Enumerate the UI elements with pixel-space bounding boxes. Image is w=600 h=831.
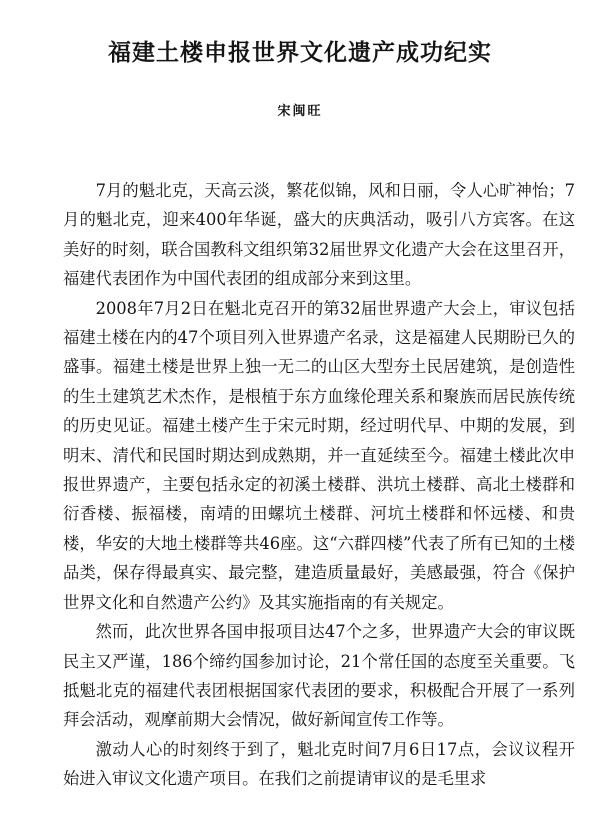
paragraph-4: 激动人心的时刻终于到了，魁北克时间7月6日17点，会议议程开始进入审议文化遗产项目。在我们之前提请审议的是毛里求 <box>63 739 575 789</box>
article-title: 福建土楼申报世界文化遗产成功纪实 <box>108 40 492 66</box>
paragraph-2: 2008年7月2日在魁北克召开的第32届世界遗产大会上，审议包括福建土楼在内的47个项目列入世界遗产名录，这是福建人民期盼已久的盛事。福建土楼是世界上独一无二的山区大型夯土民居建筑，是创造性的生土建筑艺术杰作，是根植于东方血缘伦理关系和聚族而居民族传统的历史见证。福建土楼产生于宋元时期，经过明代早、中期的发展，到明末、清代和民国时期达到成熟期，并一直延续至今。福建土楼此次申报世界遗产，主要包括永定的初溪土楼群、洪坑土楼群、高北土楼群和衍香楼、振福楼，南靖的田螺坑土楼群、河坑土楼群和怀远楼、和贵楼，华安的大地土楼群等共46座。这“六群四楼”代表了所有已知的土楼品类，保存得最真实、最完整，建造质量最好，美感最强，符合《保护世界文化和自然遗产公约》及其实施指南的有关规定。 <box>63 298 575 612</box>
article-body <box>63 176 575 794</box>
paragraph-3: 然而，此次世界各国申报项目达47个之多，世界遗产大会的审议既民主又严谨，186个缔约国参加讨论，21个常任国的态度至关重要。飞抵魁北克的福建代表团根据国家代表团的要求，积极配合开展了一系列拜会活动，观摩前期大会情况，做好新闻宣传工作等。 <box>63 622 575 730</box>
article-author: 宋闽旺 <box>277 104 323 119</box>
paragraph-1: 7月的魁北克，天高云淡，繁花似锦，风和日丽，令人心旷神怡；7月的魁北克，迎来400年华诞，盛大的庆典活动，吸引八方宾客。在这美好的时刻，联合国教科文组织第32届世界文化遗产大会在这里召开，福建代表团作为中国代表团的组成部分来到这里。 <box>63 181 575 289</box>
